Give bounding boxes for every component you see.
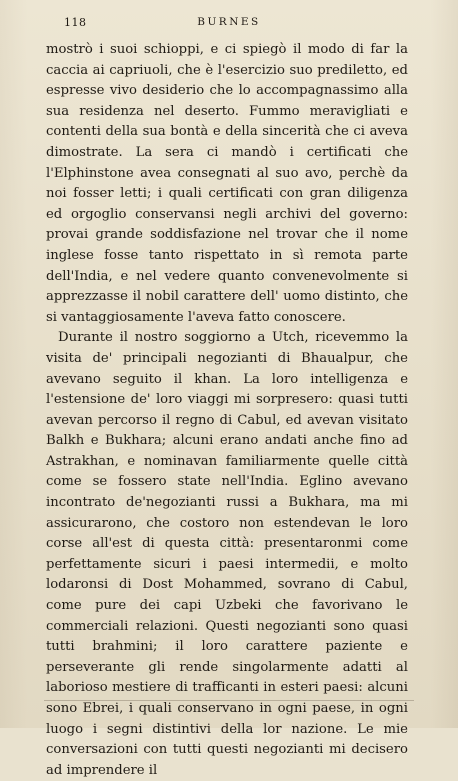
body-text — [46, 40, 408, 781]
paragraph: Durante il nostro soggiorno a Utch, ricevemmo la visita de' principali negozianti di Bhaualpur, che avevano seguito il khan. La loro intelligenza e l'estensione de' loro viaggi mi sorpresero: quasi tutti avevan percorso il regno di Cabul, ed avevan visitato Balkh e Bukhara; alcuni erano andati anche fino ad Astrakhan, e nominavan familiarmente quelle città come se fossero state nell'India. Eglino avevano incontrato de'negozianti russi a Bukhara, ma mi assicurarono, che costoro non estendevan le loro corse all'est di questa città: presentaronmi come perfettamente sicuri i paesi intermedii, e molto lodaronsi di Dost Mohammed, sovrano di Cabul, come pure dei capi Uzbeki che favorivano le commerciali relazioni. Questi negozianti sono quasi tutti brahmini; il loro carattere paziente e perseverante gli rende singolarmente adatti al laborioso mestiere di trafficanti in esteri paesi: alcuni sono Ebrei, i quali conservano in ogni paese, in ogni luogo i segni distintivi della lor nazione. Le mie conversazioni con tutti questi negozianti mi decisero ad imprendere il — [46, 330, 408, 778]
page-number: 118 — [64, 16, 87, 29]
running-head: BURNES — [197, 16, 261, 28]
paragraph: mostrò i suoi schioppi, e ci spiegò il modo di far la caccia ai capriuoli, che è l'esercizio suo prediletto, ed espresse vivo desiderio che lo accompagnassimo alla sua residenza nel deserto. Fummo meravigliati e contenti della sua bontà e della sincerità che ci aveva dimostrate. La sera ci mandò i certificati che l'Elphinstone avea consegnati al suo avo, perchè da noi fosser letti; i quali certificati con gran diligenza ed orgoglio conservansi negli archivi del governo: provai grande soddisfazione nel trovar che il nome inglese fosse tanto rispettato in sì remota parte dell'India, e nel vedere quanto convenevolmente si apprezzasse il nobil carattere dell' uomo distinto, che si vantaggiosamente l'aveva fatto conoscere. — [46, 42, 408, 325]
page-header — [0, 16, 458, 30]
page-bottom-edge — [44, 700, 414, 701]
